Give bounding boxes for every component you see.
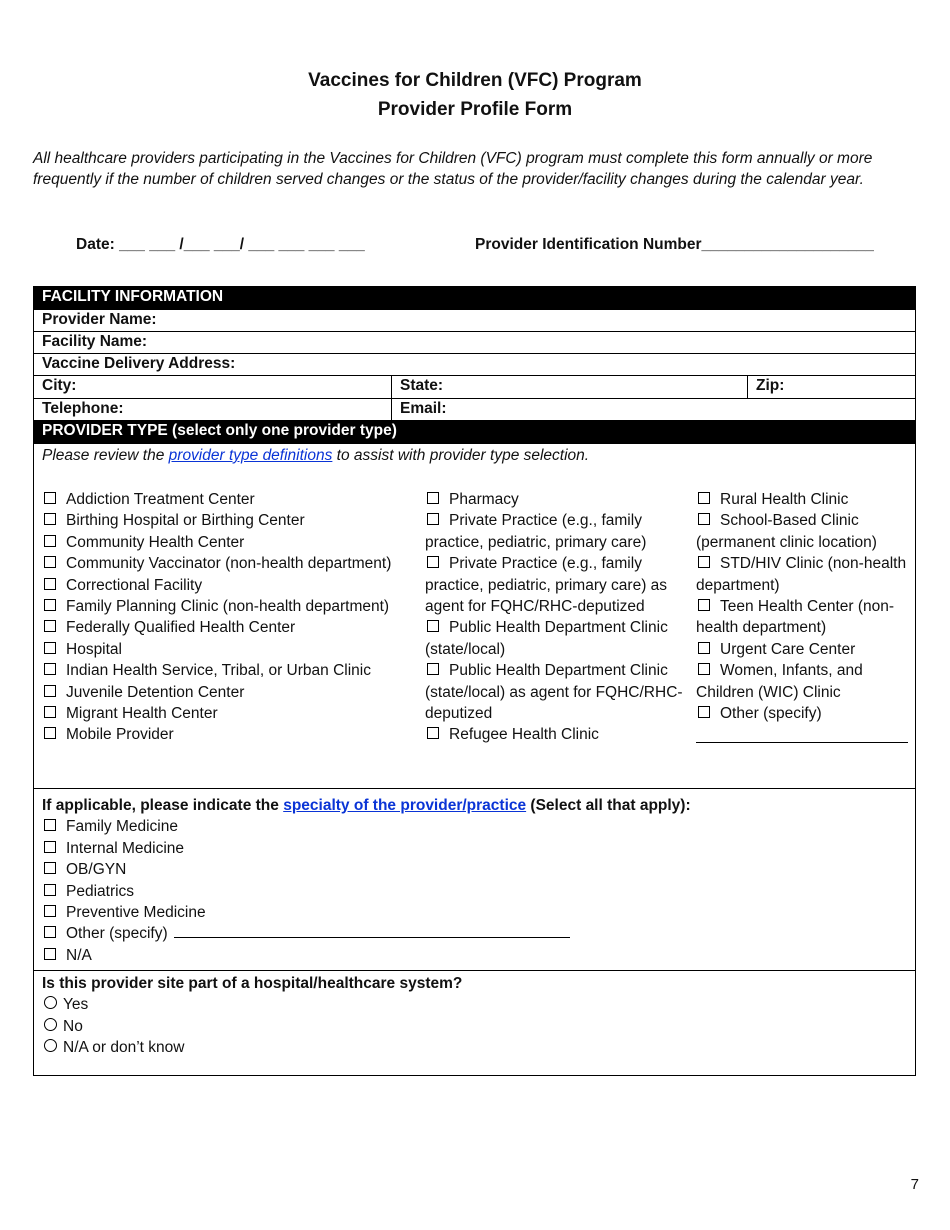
specialty-option[interactable] xyxy=(42,859,691,880)
checkbox-icon[interactable] xyxy=(44,620,56,632)
checkbox-icon[interactable] xyxy=(44,535,56,547)
provider-type-option[interactable] xyxy=(425,510,687,553)
provider-type-option[interactable] xyxy=(42,703,417,724)
checkbox-icon[interactable] xyxy=(44,819,56,831)
checkbox-icon[interactable] xyxy=(44,685,56,697)
specialty-section xyxy=(42,795,691,966)
other-specify-line[interactable] xyxy=(696,724,908,743)
option-label: N/A xyxy=(66,946,92,964)
checkbox-icon[interactable] xyxy=(44,905,56,917)
checkbox-icon[interactable] xyxy=(44,663,56,675)
option-label: STD/HIV Clinic (non-health department) xyxy=(696,555,907,594)
specialty-option[interactable] xyxy=(42,923,691,944)
form-subtitle: Provider Profile Form xyxy=(377,99,573,120)
zip-field[interactable]: Zip: xyxy=(747,376,917,398)
option-label: Federally Qualified Health Center xyxy=(66,619,296,637)
radio-icon[interactable] xyxy=(44,1039,57,1052)
system-option[interactable] xyxy=(42,1037,462,1058)
checkbox-icon[interactable] xyxy=(427,620,439,632)
specialty-option[interactable] xyxy=(42,838,691,859)
option-label: Women, Infants, and Children (WIC) Clinic xyxy=(696,662,863,701)
option-label: Yes xyxy=(63,996,89,1014)
option-label: Other (specify) xyxy=(66,925,168,943)
option-label: Family Planning Clinic (non-health department) xyxy=(66,598,390,616)
provider-type-option[interactable] xyxy=(425,489,687,510)
provider-type-option[interactable] xyxy=(42,724,417,745)
option-label: Internal Medicine xyxy=(66,839,185,857)
city-state-zip-row xyxy=(34,376,915,399)
form-title: Vaccines for Children (VFC) Program xyxy=(308,70,642,91)
checkbox-icon[interactable] xyxy=(44,706,56,718)
option-label: Community Health Center xyxy=(66,533,245,551)
checkbox-icon[interactable] xyxy=(427,513,439,525)
option-label: Juvenile Detention Center xyxy=(66,683,245,701)
option-label: Private Practice (e.g., family practice, pediatric, primary care) xyxy=(425,512,647,551)
provider-type-option[interactable] xyxy=(42,489,417,510)
option-label: Public Health Department Clinic (state/local) as agent for FQHC/RHC-deputized xyxy=(425,662,683,723)
telephone-field[interactable]: Telephone: xyxy=(42,400,124,417)
section-divider xyxy=(34,970,915,971)
provider-type-option[interactable] xyxy=(696,510,911,553)
option-label: Migrant Health Center xyxy=(66,705,218,723)
provider-type-option[interactable] xyxy=(425,660,687,724)
checkbox-icon[interactable] xyxy=(698,706,710,718)
provider-type-hint xyxy=(42,447,589,465)
profile-form xyxy=(33,286,916,1076)
system-section xyxy=(42,973,462,1059)
checkbox-icon[interactable] xyxy=(44,513,56,525)
option-label: Birthing Hospital or Birthing Center xyxy=(66,512,305,530)
checkbox-icon[interactable] xyxy=(427,663,439,675)
option-label: Mobile Provider xyxy=(66,726,174,744)
provider-type-option[interactable] xyxy=(696,639,911,660)
checkbox-icon[interactable] xyxy=(44,727,56,739)
provider-type-column-3 xyxy=(696,489,911,750)
system-option[interactable] xyxy=(42,1016,462,1037)
system-question: Is this provider site part of a hospital/healthcare system? xyxy=(42,975,463,992)
provider-type-option[interactable] xyxy=(696,703,911,724)
checkbox-icon[interactable] xyxy=(427,556,439,568)
date-field[interactable]: Date: ___ ___ /___ ___/ ___ ___ ___ ___ xyxy=(76,236,365,253)
specialty-option[interactable] xyxy=(42,816,691,837)
checkbox-icon[interactable] xyxy=(44,578,56,590)
checkbox-icon[interactable] xyxy=(44,862,56,874)
section-divider xyxy=(34,788,915,789)
option-label: Correctional Facility xyxy=(66,576,203,594)
checkbox-icon[interactable] xyxy=(698,599,710,611)
checkbox-icon[interactable] xyxy=(698,513,710,525)
specialty-other-line[interactable] xyxy=(174,923,570,938)
specialty-q-prefix: If applicable, please indicate the xyxy=(42,797,284,814)
phone-email-row xyxy=(34,399,915,421)
system-option[interactable] xyxy=(42,994,462,1015)
checkbox-icon[interactable] xyxy=(698,663,710,675)
option-label: School-Based Clinic (permanent clinic location) xyxy=(696,512,877,551)
radio-icon[interactable] xyxy=(44,1018,57,1031)
provider-name-field[interactable]: Provider Name: xyxy=(34,310,915,332)
provider-type-option[interactable] xyxy=(696,489,911,510)
provider-type-definitions-link[interactable]: provider type definitions xyxy=(168,447,333,464)
specialty-option[interactable] xyxy=(42,945,691,966)
provider-type-option[interactable] xyxy=(42,639,417,660)
facility-name-field[interactable]: Facility Name: xyxy=(34,332,915,354)
option-label: Preventive Medicine xyxy=(66,904,206,922)
option-label: N/A or don’t know xyxy=(63,1039,185,1057)
provider-type-option[interactable] xyxy=(42,510,417,531)
provider-type-option[interactable] xyxy=(425,617,687,660)
checkbox-icon[interactable] xyxy=(698,556,710,568)
provider-type-option[interactable] xyxy=(42,575,417,596)
provider-type-option[interactable] xyxy=(42,660,417,681)
city-field[interactable]: City: xyxy=(42,377,77,394)
checkbox-icon[interactable] xyxy=(44,642,56,654)
checkbox-icon[interactable] xyxy=(698,492,710,504)
provider-type-option[interactable] xyxy=(696,553,911,596)
provider-type-option[interactable] xyxy=(42,596,417,617)
email-field[interactable]: Email: xyxy=(391,399,917,420)
radio-icon[interactable] xyxy=(44,996,57,1009)
provider-type-option[interactable] xyxy=(42,617,417,638)
option-label: Public Health Department Clinic (state/local) xyxy=(425,619,668,658)
checkbox-icon[interactable] xyxy=(427,727,439,739)
provider-type-option[interactable] xyxy=(42,532,417,553)
specialty-option[interactable] xyxy=(42,902,691,923)
checkbox-icon[interactable] xyxy=(44,599,56,611)
hint-prefix: Please review the xyxy=(42,447,169,464)
page-number: 7 xyxy=(910,1176,919,1193)
provider-type-option[interactable] xyxy=(696,660,911,703)
option-label: Pharmacy xyxy=(449,491,519,508)
provider-id-field[interactable]: Provider Identification Number____________________ xyxy=(475,236,874,253)
option-label: Community Vaccinator (non-health department) xyxy=(66,555,392,573)
delivery-address-field[interactable]: Vaccine Delivery Address: xyxy=(34,354,915,376)
option-label: Urgent Care Center xyxy=(720,640,856,658)
specialty-option[interactable] xyxy=(42,881,691,902)
checkbox-icon[interactable] xyxy=(698,642,710,654)
checkbox-icon[interactable] xyxy=(44,492,56,504)
checkbox-icon[interactable] xyxy=(44,841,56,853)
option-label: Addiction Treatment Center xyxy=(66,491,255,508)
provider-type-column-2 xyxy=(425,489,687,746)
provider-type-column-1 xyxy=(42,489,417,746)
option-label: Pediatrics xyxy=(66,882,135,900)
provider-type-option[interactable] xyxy=(42,682,417,703)
option-label: Refugee Health Clinic xyxy=(449,726,599,744)
option-label: OB/GYN xyxy=(66,861,127,879)
checkbox-icon[interactable] xyxy=(44,948,56,960)
option-label: Hospital xyxy=(66,640,122,658)
option-label: Other (specify) xyxy=(720,705,822,723)
option-label: Family Medicine xyxy=(66,818,178,836)
provider-type-heading: PROVIDER TYPE (select only one provider type) xyxy=(34,421,915,444)
provider-type-option[interactable] xyxy=(425,724,687,745)
state-field[interactable]: State: xyxy=(391,376,747,398)
option-label: No xyxy=(63,1017,83,1035)
specialty-definitions-link[interactable]: specialty of the provider/practice xyxy=(283,797,527,814)
checkbox-icon[interactable] xyxy=(44,556,56,568)
intro-text: All healthcare providers participating in the Vaccines for Children (VFC) program must complete this form annually or more frequently if the number of children served changes or the status of the provider/facility changes during the calendar year. xyxy=(33,150,873,188)
option-label: Teen Health Center (non-health department) xyxy=(696,598,895,637)
option-label: Rural Health Clinic xyxy=(720,491,849,508)
provider-type-option[interactable] xyxy=(425,553,687,617)
checkbox-icon[interactable] xyxy=(44,884,56,896)
provider-type-option[interactable] xyxy=(696,596,911,639)
checkbox-icon[interactable] xyxy=(44,926,56,938)
facility-heading: FACILITY INFORMATION xyxy=(34,287,915,310)
option-label: Private Practice (e.g., family practice, pediatric, primary care) as agent for FQHC/RHC-deputized xyxy=(425,555,668,616)
hint-suffix: to assist with provider type selection. xyxy=(332,447,590,464)
option-label: Indian Health Service, Tribal, or Urban Clinic xyxy=(66,662,371,680)
specialty-question xyxy=(42,795,691,816)
checkbox-icon[interactable] xyxy=(427,492,439,504)
provider-type-option[interactable] xyxy=(42,553,417,574)
specialty-q-suffix: (Select all that apply): xyxy=(526,797,691,814)
